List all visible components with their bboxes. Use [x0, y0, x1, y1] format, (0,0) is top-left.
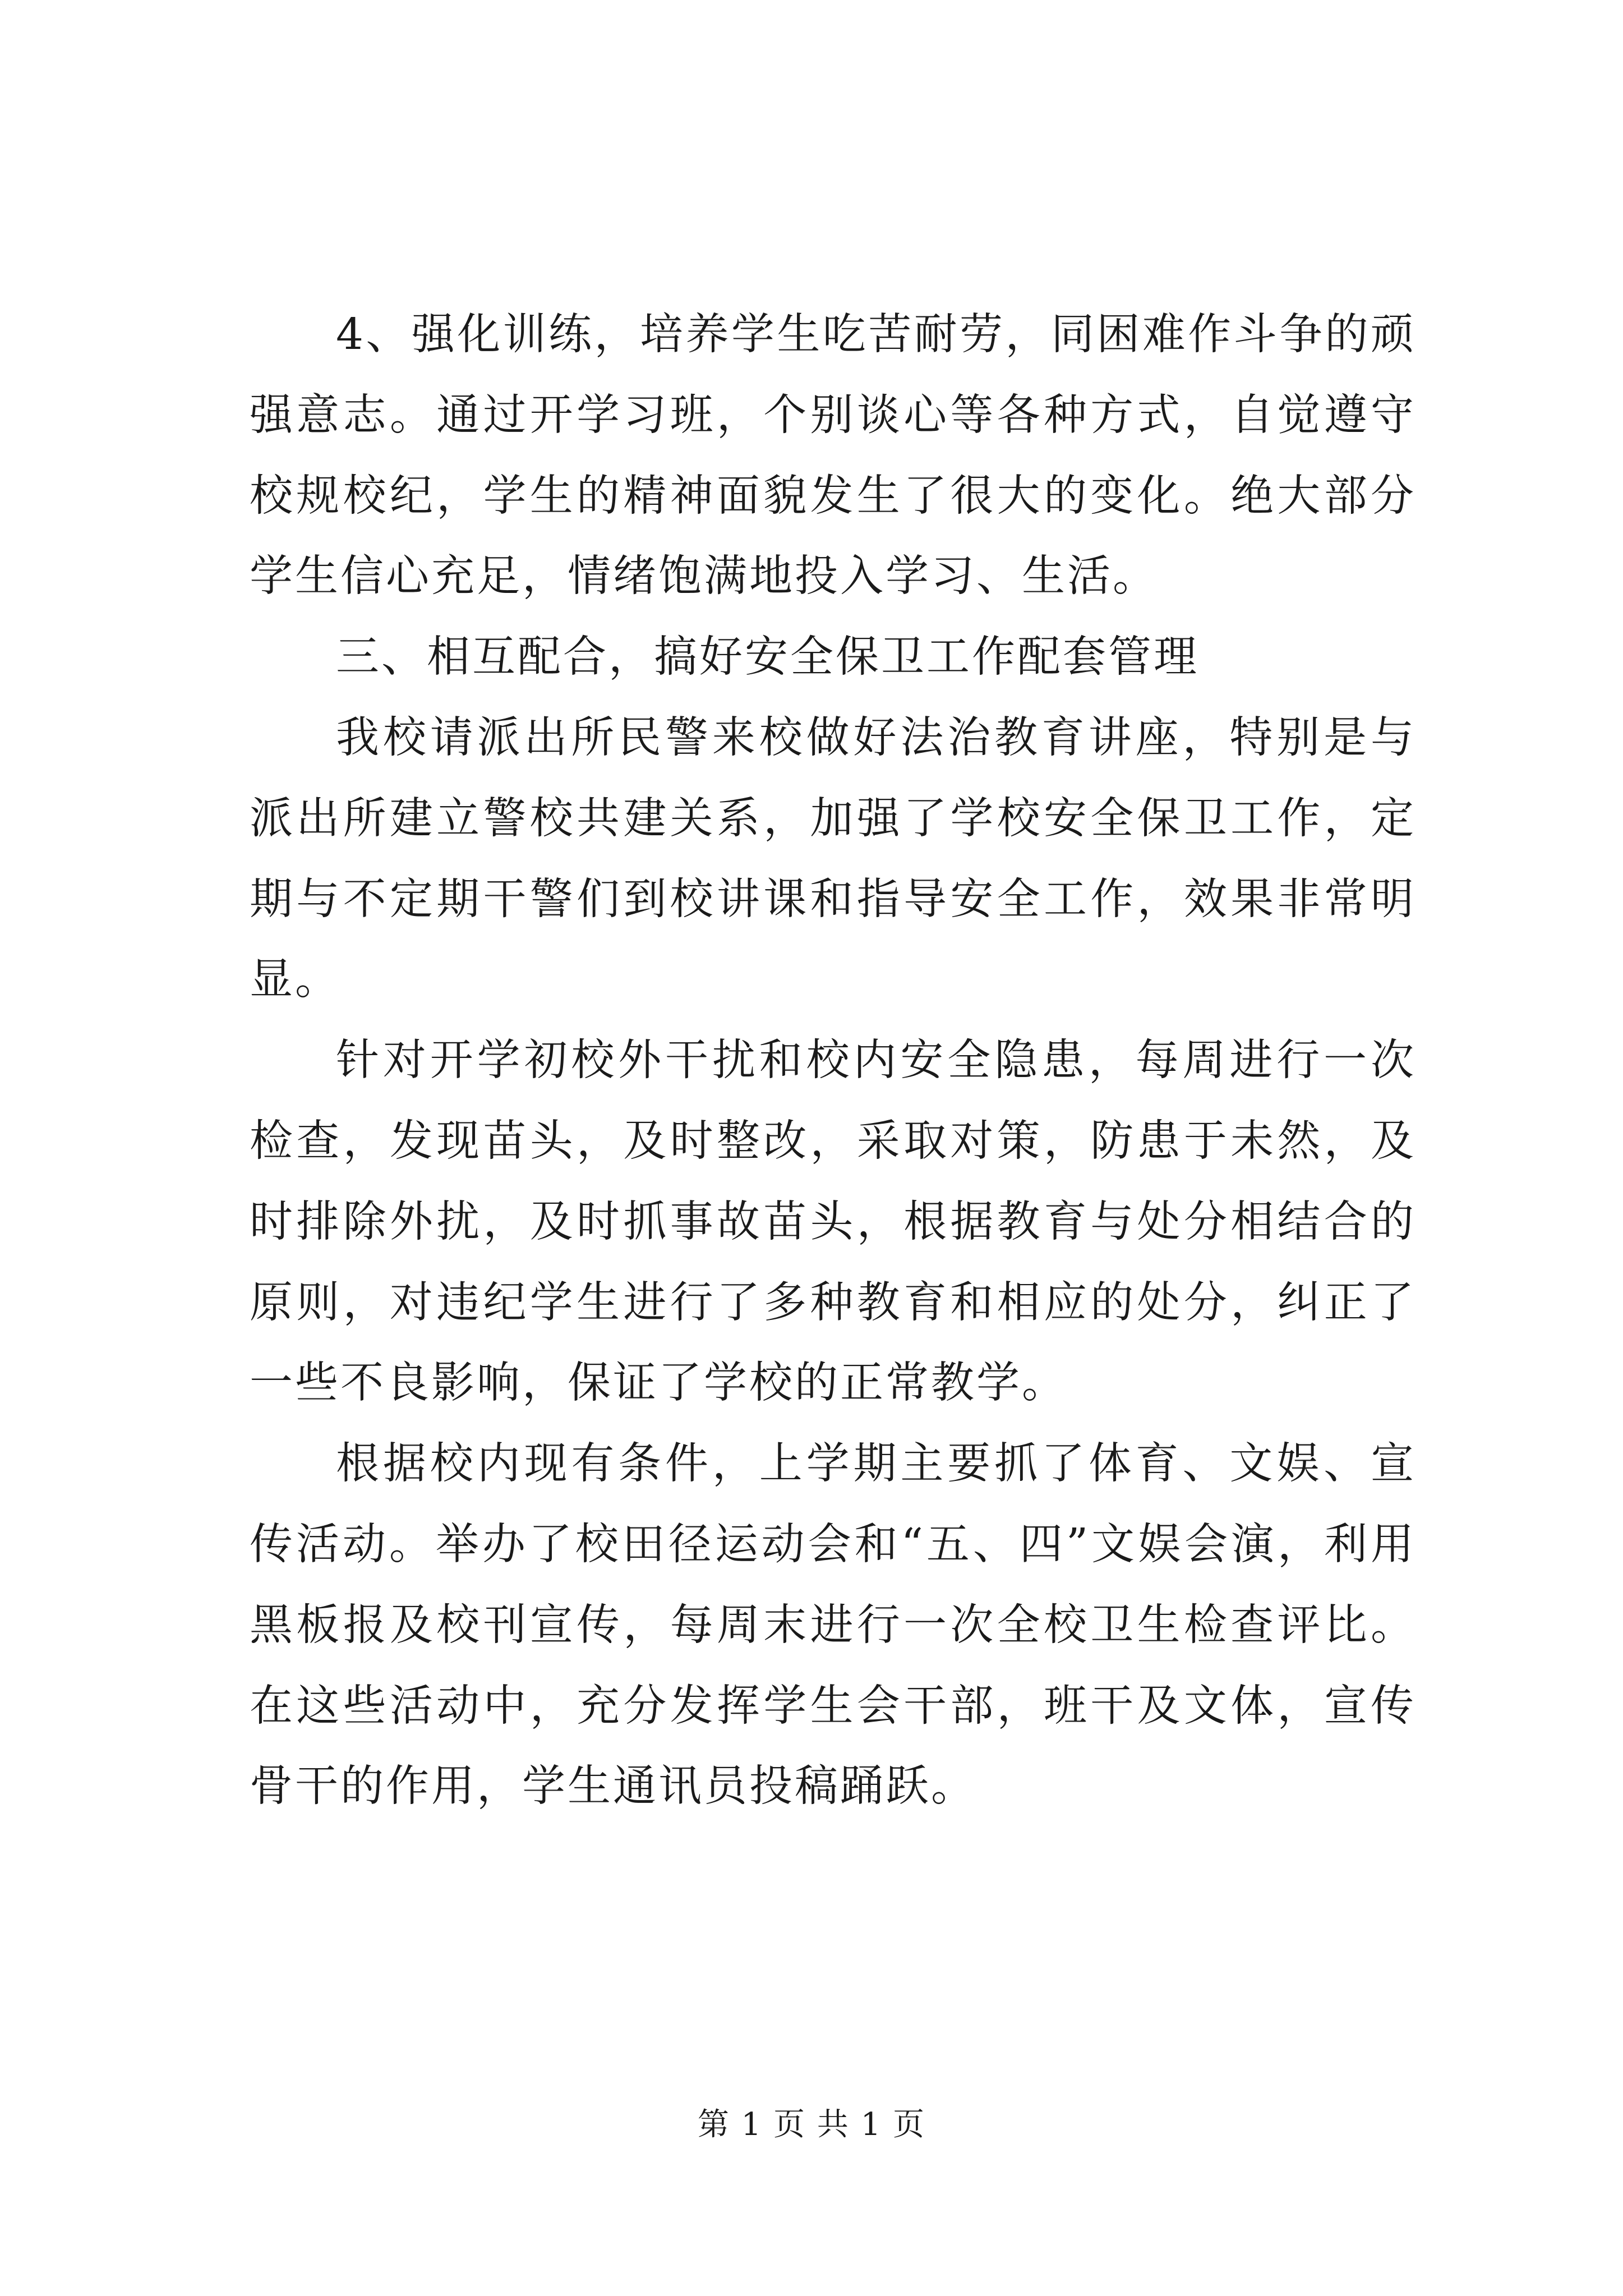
section-heading-security: 三、相互配合，搞好安全保卫工作配套管理	[336, 632, 1199, 683]
document-body	[250, 295, 1416, 1827]
paragraph-training: 4、强化训练，培养学生吃苦耐劳，同困难作斗争的顽强意志。通过开学习班，个别谈心等各种方式，自觉遵守校规校纪，学生的精神面貌发生了很大的变化。绝大部分学生信心充足，情绪饱满地投入学习、生活。	[250, 310, 1416, 602]
paragraph-safety-inspection: 针对开学初校外干扰和校内安全隐患，每周进行一次检查，发现苗头，及时整改，采取对策，防患于未然，及时排除外扰，及时抓事故苗头，根据教育与处分相结合的原则，对违纪学生进行了多种教育和相应的处分，纠正了一些不良影响，保证了学校的正常教学。	[250, 1036, 1416, 1409]
page-footer: 第 1 页 共 1 页	[697, 2106, 926, 2143]
paragraph-police-cooperation: 我校请派出所民警来校做好法治教育讲座，特别是与派出所建立警校共建关系，加强了学校安全保卫工作，定期与不定期干警们到校讲课和指导安全工作，效果非常明显。	[250, 712, 1416, 1005]
paragraph-activities: 根据校内现有条件，上学期主要抓了体育、文娱、宣传活动。举办了校田径运动会和“五、四”文娱会演，利用黑板报及校刊宣传，每周末进行一次全校卫生检查评比。在这些活动中，充分发挥学生会干部，班干及文体，宣传骨干的作用，学生通讯员投稿踊跃。	[250, 1439, 1416, 1812]
